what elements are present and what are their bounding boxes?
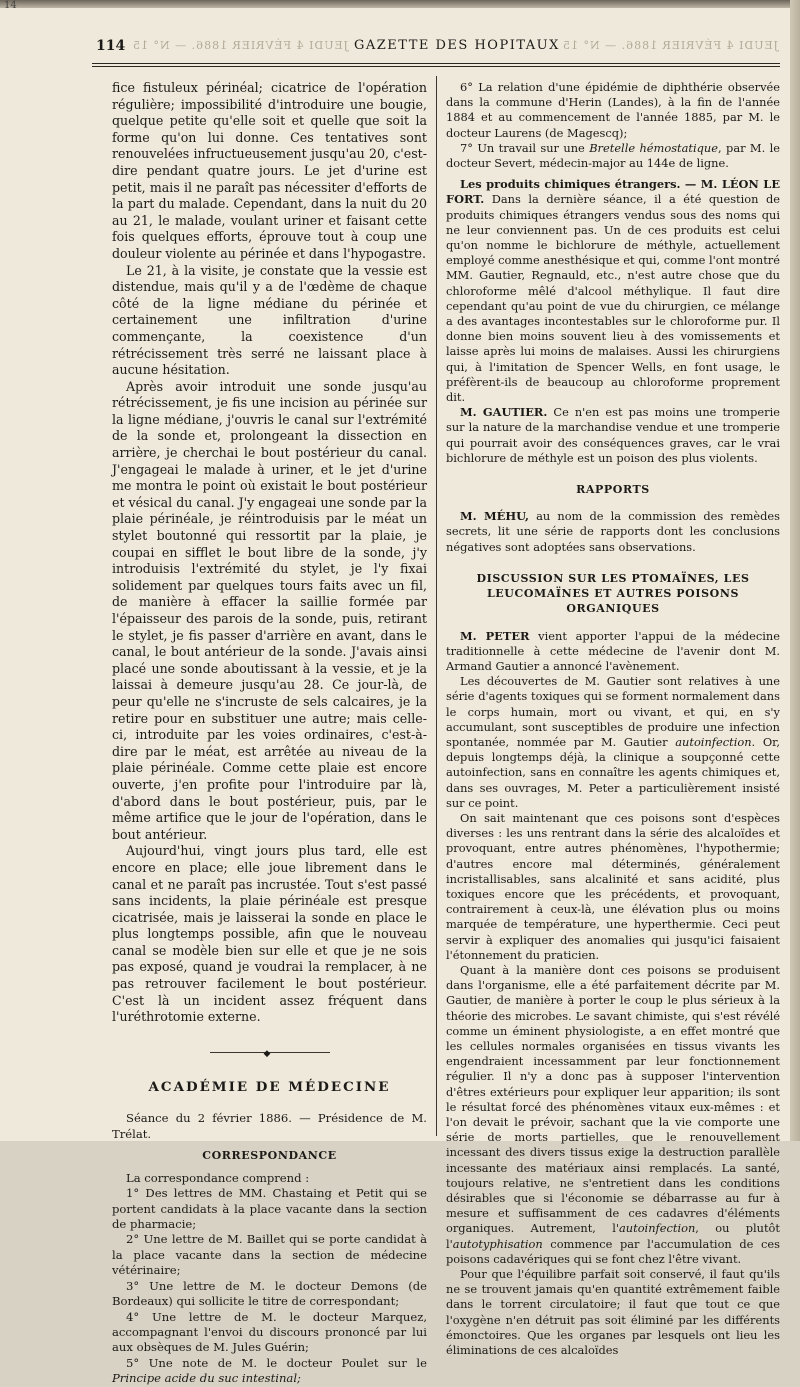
paragraph-text: Dans la dernière séance, il a été question de produits chimiques étrangers vendus sous des noms qui ne leur conviennent pas. Un de ces produits est celui qu'on nomme le bichlorure de méthyle, actuellement employé comme anesthésique et qui, comme l'ont montré MM. Gautier, Regnauld, etc., n'est autre chose que du chloroforme mêlé d'alcool méthylique. Il faut dire cependant qu'au point de vue du chirurgien, ce mélange a des avantages incontestables sur le chloroforme pur. Il donne bien moins souvent lieu à des vomissements et laisse après lui moins de malaises. Aussi les chirurgiens qui, à l'imitation de Spencer Wells, en font usage, le préfèrent-ils de beaucoup au chloroforme proprement dit. [446, 192, 780, 405]
header-rule [92, 63, 780, 64]
correspondence-item: 2° Une lettre de M. Baillet qui se porte candidat à la place vacante dans la section de médecine vétérinaire; [112, 1232, 427, 1278]
correspondence-text: , par M. le docteur Severt, médecin-major au 144e de ligne. [446, 140, 780, 171]
corner-mark: 14 [4, 0, 17, 11]
page-top-edge [0, 0, 790, 8]
paragraph-text: au nom de la commission des remèdes secrets, lit une série de rapports dont les conclusions négatives sont adoptées sans observations. [446, 509, 780, 554]
left-column [112, 80, 427, 1387]
correspondence-item: 6° La relation d'une épidémie de diphthérie observée dans la commune d'Herin (Landes), à la fin de l'année 1884 et au commencement de l'année 1885, par M. le docteur Laurens (de Magescq); [446, 80, 780, 140]
paragraph-italic: autoinfection [675, 734, 752, 749]
right-column [446, 80, 780, 1358]
session-line: Séance du 2 février 1886. — Présidence de M. Trélat. [112, 1111, 427, 1141]
paragraph-italic: autotyphisation [452, 1236, 543, 1251]
column-divider [436, 76, 437, 1136]
paragraph-text: Les découvertes de M. Gautier sont relatives à une série d'agents toxiques qui se forment normalement dans le corps humain, mort ou vivant, et qui, en s'y accumulant, sont susceptibles de produire une infection spontanée, nommée par M. Gautier [446, 674, 780, 749]
page-number: 114 [96, 38, 126, 54]
correspondence-item [112, 1356, 427, 1387]
paragraph-heading: Les produits chimiques étrangers. — M. LÉON LE FORT. [446, 177, 780, 207]
paragraph-text: , ou plutôt l' [446, 1221, 780, 1251]
subsection-title-correspondance: CORRESPONDANCE [202, 1149, 337, 1163]
article-paragraph [446, 674, 780, 811]
article-paragraph [446, 177, 780, 405]
subsection-title-rapports: RAPPORTS [576, 483, 650, 497]
section-title-academie: ACADÉMIE DE MÉDECINE [148, 1078, 391, 1095]
article-paragraph [446, 509, 780, 555]
article-paragraph: Après avoir introduit une sonde jusqu'au rétrécissement, je fis une incision au périnée sur la ligne médiane, j'ouvris le canal sur l'extrémité de la sonde et, prolongeant la dissection en arrière, je cherchai le bout postérieur du canal. J'engageai le malade à uriner, et le jet d'urine me montra le point où existait le bout postérieur et vésical du canal. J'y engageai une sonde par la plaie périnéale, je réintroduisis par le méat un stylet boutonné qui ressortit par la plaie, je coupai en sifflet le bout libre de la sonde, j'y introduisis l'extrémité du stylet, je l'y fixai solidement par quelques tours faits avec un fil, de manière à effacer la saillie formée par l'épaisseur des parois de la sonde, puis, retirant le stylet, je fis passer d'arrière en avant, dans le canal, le bout antérieur de la sonde. J'avais ainsi placé une sonde aboutissant à la vessie, et je la laissai à demeure jusqu'au 28. Ce jour-là, de peur qu'elle ne s'incruste de sels calcaires, je la retire pour en substituer une autre; mais celle-ci, introduite par les voies ordinaires, c'est-à-dire par le méat, est arrêtée au niveau de la plaie périnéale. Comme cette plaie est encore ouverte, j'en profite pour l'introduire par là, d'abord dans le bout postérieur, puis, par le même artifice que le jour de l'opération, dans le bout antérieur. [112, 378, 427, 842]
speaker-name: M. PETER [460, 628, 530, 643]
bleed-through-text-left: JEUDI 4 FÉVRIER 1886. — N° 15 [132, 39, 349, 52]
article-paragraph: Pour que l'équilibre parfait soit conservé, il faut qu'ils ne se trouvent jamais qu'en quantité extrêmement faible dans le torrent circulatoire; il faut que tout ce que l'oxygène n'en détruit pas soit éliminé par les différents émonctoires. Que les organes par lesquels ont lieu les éliminations de ces alcaloïdes [446, 1267, 780, 1358]
journal-title: GAZETTE DES HOPITAUX [354, 38, 560, 53]
paragraph-text: commence par l'accumulation de ces poisons cadavériques qui se font chez l'être vivant. [446, 1236, 780, 1266]
header-rule-double [92, 66, 780, 67]
section-separator: ◆ [210, 1052, 330, 1053]
paragraph-text: Ce n'en est pas moins une tromperie sur la nature de la marchandise vendue et une tromperie qui pourrait avoir des conséquences graves, car le vrai bichlorure de méthyle est un poison des plus violents. [446, 405, 780, 465]
article-paragraph: Aujourd'hui, vingt jours plus tard, elle est encore en place; elle joue librement dans le canal et ne paraît pas incrustée. Tout s'est passé sans incidents, la plaie périnéale est presque cicatrisée, mais je laisserai la sonde en place le plus longtemps possible, afin que le nouveau canal se modèle bien sur elle et que je ne sois pas exposé, quand je voudrai la remplacer, à ne pas retrouver facilement le bout postérieur. C'est là un incident assez fréquent dans l'uréthrotomie externe. [112, 843, 427, 1025]
paragraph-text: vient apporter l'appui de la médecine traditionnelle à cette médecine de l'avenir dont M. Armand Gautier a annoncé l'avènement. [446, 628, 780, 673]
article-paragraph: Le 21, à la visite, je constate que la vessie est distendue, mais qu'il y a de l'œdème de chaque côté de la ligne médiane du périnée et certainement une infiltration d'urine commençante, la coexistence d'un rétrécissement très serré ne laissant place à aucune hésitation. [112, 262, 427, 378]
page-header [92, 32, 782, 60]
bleed-through-text-right: JEUDI 4 FÉVRIER 1886. — N° 15 [562, 39, 779, 52]
correspondence-text: 7° Un travail sur une [460, 140, 590, 155]
correspondence-item: 4° Une lettre de M. le docteur Marquez, accompagnant l'envoi du discours prononcé par lui aux obsèques de M. Jules Guérin; [112, 1309, 427, 1355]
article-paragraph: On sait maintenant que ces poisons sont d'espèces diverses : les uns rentrant dans la série des alcaloïdes et provoquant, entre autres phénomènes, l'hypothermie; d'autres encore mal déterminés, généralement incristallisables, sans alcalinité et sans acidité, plus toxiques encore que les précédents, et provoquant, contrairement à ceux-là, une élévation plus ou moins marquée de température, une hyperthermie. Ceci peut servir à expliquer des anomalies qui jusqu'ici faisaient l'étonnement du praticien. [446, 810, 780, 962]
article-paragraph [446, 629, 780, 675]
page-binding-edge [790, 0, 800, 1141]
correspondence-text: 5° Une note de M. le docteur Poulet sur le [126, 1355, 427, 1370]
correspondence-intro: La correspondance comprend : [126, 1170, 310, 1185]
article-paragraph: fice fistuleux périnéal; cicatrice de l'opération régulière; impossibilité d'introduire une bougie, quelque petite qu'elle soit et quelle que soit la forme qu'on lui donne. Ces tentatives sont renouvelées infructueusement jusqu'au 20, c'est-dire pendant quatre jours. Le jet d'urine est petit, mais il ne paraît pas nécessiter d'efforts de la part du malade. Cependant, dans la nuit du 20 au 21, le malade, voulant uriner et faisant cette fois quelques efforts, éprouve tout à coup une douleur violente au périnée et dans l'hypogastre. [112, 80, 427, 261]
paragraph-text: Quant à la manière dont ces poisons se produisent dans l'organisme, elle a été parfaitement décrite par M. Gautier, de manière à porter le coup le plus sérieux à la théorie des microbes. Le savant chimiste, qui s'est révélé comme un éminent physiologiste, a en effet montré que les cellules normales organisées en tissus vivants les engendraient incessamment par leur fonctionnement régulier. Il n'y a donc pas à supposer l'intervention d'êtres extérieurs pour expliquer leur apparition; ils sont le résultat forcé des phénomènes vitaux eux-mêmes : et l'on devait le prévoir, sachant que la vie comporte une série de morts partielles, que le renouvellement incessant des divers tissus exige la destruction parallèle incessante des matériaux ainsi remplacés. La santé, toujours relative, ne s'entretient dans les conditions désirables que si l'économie se débarrasse au fur à mesure et suffisamment de ces cadavres d'éléments organiques. Autrement, l' [446, 962, 780, 1236]
correspondence-item: 1° Des lettres de MM. Chastaing et Petit qui se portent candidats à la place vacante dans la section de pharmacie; [112, 1186, 427, 1232]
paragraph-text: . Or, depuis longtemps déjà, la clinique a soupçonné cette autoinfection, sans en connaître les agents chimiques et, dans ses ouvrages, M. Peter a particulièrement insisté sur ce point. [446, 734, 780, 810]
correspondence-item [446, 141, 780, 171]
speaker-name: M. GAUTIER. [460, 405, 548, 420]
article-paragraph [446, 963, 780, 1267]
article-paragraph [446, 405, 780, 466]
paragraph-italic: autoinfection [618, 1221, 696, 1236]
correspondence-italic: Bretelle hémostatique [589, 140, 719, 155]
correspondence-item: 3° Une lettre de M. le docteur Demons (de Bordeaux) qui sollicite le titre de correspondant; [112, 1278, 427, 1309]
subsection-title-discussion: DISCUSSION SUR LES PTOMAÏNES, LES LEUCOMAÏNES ET AUTRES POISONS ORGANIQUES [476, 571, 750, 616]
correspondence-italic: Principe acide du suc intestinal; [112, 1371, 301, 1386]
speaker-name: M. MÉHU, [460, 509, 529, 524]
